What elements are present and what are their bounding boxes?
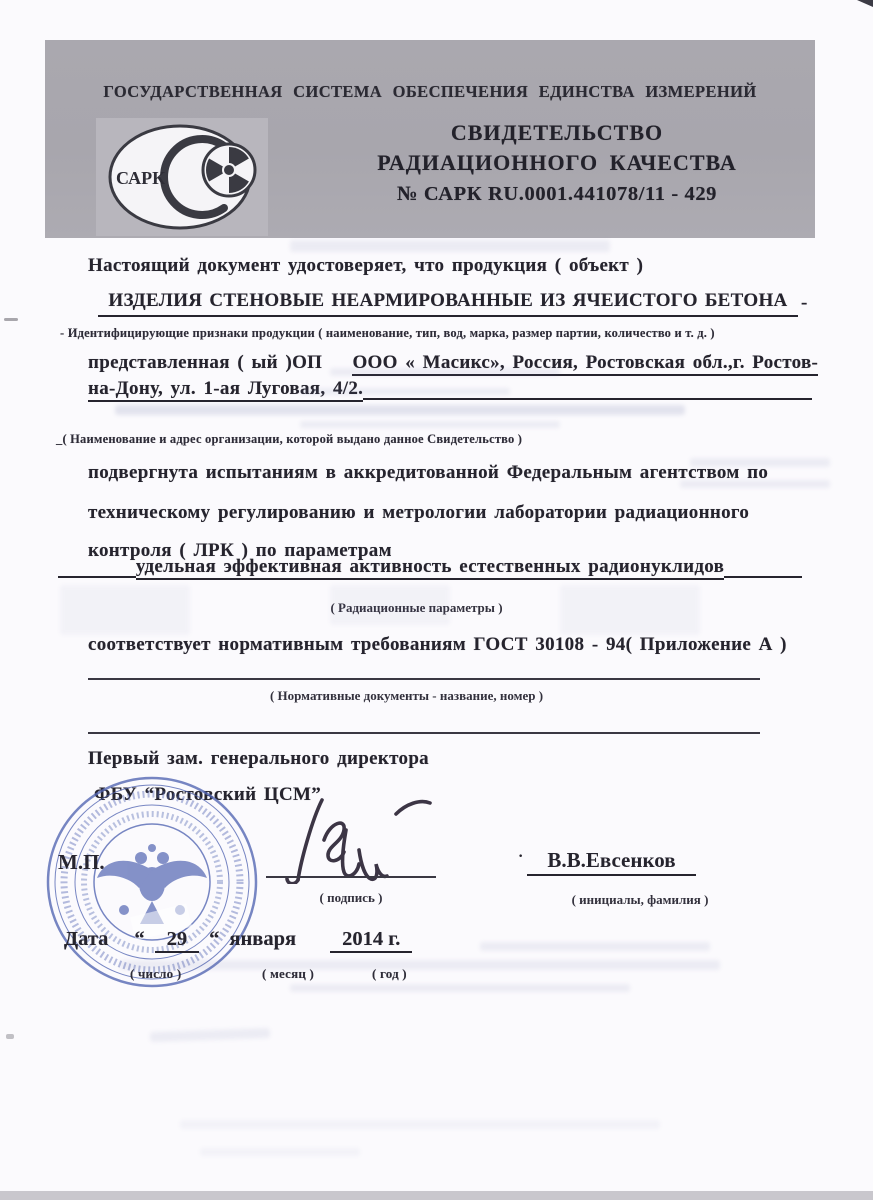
signature-line <box>266 876 436 878</box>
bleed-through-artifact <box>680 480 830 488</box>
parameters-lead-line <box>58 575 136 578</box>
date-label: Дата <box>64 928 109 950</box>
sark-logo-icon <box>96 118 268 236</box>
conformity-line: соответствует нормативным требованиям ГОСТ 30108 - 94( Приложение А ) <box>88 634 787 655</box>
bleed-through-artifact <box>200 1148 360 1156</box>
name-dot: · <box>518 848 524 865</box>
organization-address: на-Дону, ул. 1-ая Луговая, 4/2. <box>88 378 363 400</box>
bleed-through-artifact <box>150 1028 270 1042</box>
bleed-through-artifact <box>480 942 710 951</box>
parameters-value: удельная эффективная активность естественных радионуклидов <box>136 556 724 580</box>
month-caption: ( месяц ) <box>262 966 315 981</box>
signature <box>268 792 448 884</box>
certificate-subtitle: РАДИАЦИОННОГО КАЧЕСТВА <box>377 150 737 175</box>
organization-name: ООО « Масикс», Россия, Ростовская обл.,г. Ростов- <box>352 352 818 376</box>
signer-name-line <box>518 848 696 873</box>
scan-bottom-edge <box>0 1191 873 1200</box>
scan-speck <box>4 318 18 321</box>
product-caption: - Идентифицирующие признаки продукции ( наименование, тип, вод, марка, размер партии, количество и т. д. ) <box>60 326 715 340</box>
date-month: января <box>229 928 297 950</box>
date-quote-close: “ <box>209 928 220 950</box>
bleed-through-artifact <box>330 368 560 376</box>
name-caption: ( инициалы, фамилия ) <box>571 892 709 907</box>
day-caption: ( число ) <box>130 966 182 981</box>
signer-name: В.В.Евсенков <box>527 848 695 876</box>
signer-title-line-1: Первый зам. генерального директора <box>88 748 429 769</box>
bleed-through-artifact <box>60 585 190 635</box>
bleed-through-artifact <box>560 585 700 635</box>
year-caption: ( год ) <box>372 966 407 981</box>
date-row <box>64 928 412 951</box>
certificate-title: СВИДЕТЕЛЬСТВО <box>450 120 664 145</box>
signer-title-line-2: ФБУ “Ростовский ЦСМ” <box>94 784 322 805</box>
bleed-through-artifact <box>115 405 685 415</box>
tested-line-3: контроля ( ЛРК ) по параметрам <box>88 540 392 561</box>
certificate-title-block <box>318 118 796 210</box>
intro-line: Настоящий документ удостоверяет, что продукция ( объект ) <box>88 255 644 276</box>
bleed-through-artifact <box>690 458 830 467</box>
normative-blank-line <box>88 678 760 680</box>
bleed-through-artifact <box>290 240 610 252</box>
gsi-system-title: ГОСУДАРСТВЕННАЯ СИСТЕМА ОБЕСПЕЧЕНИЯ ЕДИНСТВА ИЗМЕРЕНИЙ <box>103 82 757 101</box>
scan-corner-mark <box>857 0 873 7</box>
bleed-through-artifact <box>300 388 510 395</box>
date-year: 2014 г. <box>330 928 412 953</box>
address-blank-line <box>363 397 812 400</box>
product-name: ИЗДЕЛИЯ СТЕНОВЫЕ НЕАРМИРОВАННЫЕ ИЗ ЯЧЕИСТОГО БЕТОНА <box>98 290 798 317</box>
bleed-through-artifact <box>330 585 450 625</box>
presented-prefix: представленная ( ый )ОП <box>88 352 323 373</box>
stamp-place-label: М.П. <box>58 850 105 874</box>
certificate-number: № САРК RU.0001.441078/11 - 429 <box>396 183 718 205</box>
date-day: 29 <box>155 928 200 953</box>
sark-logo-text: САРК <box>116 168 166 188</box>
parameters-trail-line <box>724 575 802 578</box>
product-name-dash: - <box>801 292 808 313</box>
bleed-through-artifact <box>300 421 560 428</box>
tested-line-2: техническому регулированию и метрологии лаборатории радиационного <box>88 502 750 523</box>
bleed-through-artifact <box>120 960 720 970</box>
date-quote-open: “ <box>134 928 145 950</box>
organization-caption: _( Наименование и адрес организации, которой выдано данное Свидетельство ) <box>56 432 523 446</box>
tested-line-1: подвергнута испытаниям в аккредитованной Федеральным агентством по <box>88 462 769 483</box>
normative-caption: ( Нормативные документы - название, номер ) <box>269 688 544 703</box>
second-blank-line <box>88 732 760 734</box>
bleed-through-artifact <box>290 984 630 992</box>
scan-speck <box>6 1034 14 1039</box>
bleed-through-artifact <box>180 1120 660 1129</box>
sark-logo <box>96 118 268 236</box>
parameters-caption: ( Радиационные параметры ) <box>330 600 503 615</box>
signature-caption: ( подпись ) <box>319 890 383 905</box>
